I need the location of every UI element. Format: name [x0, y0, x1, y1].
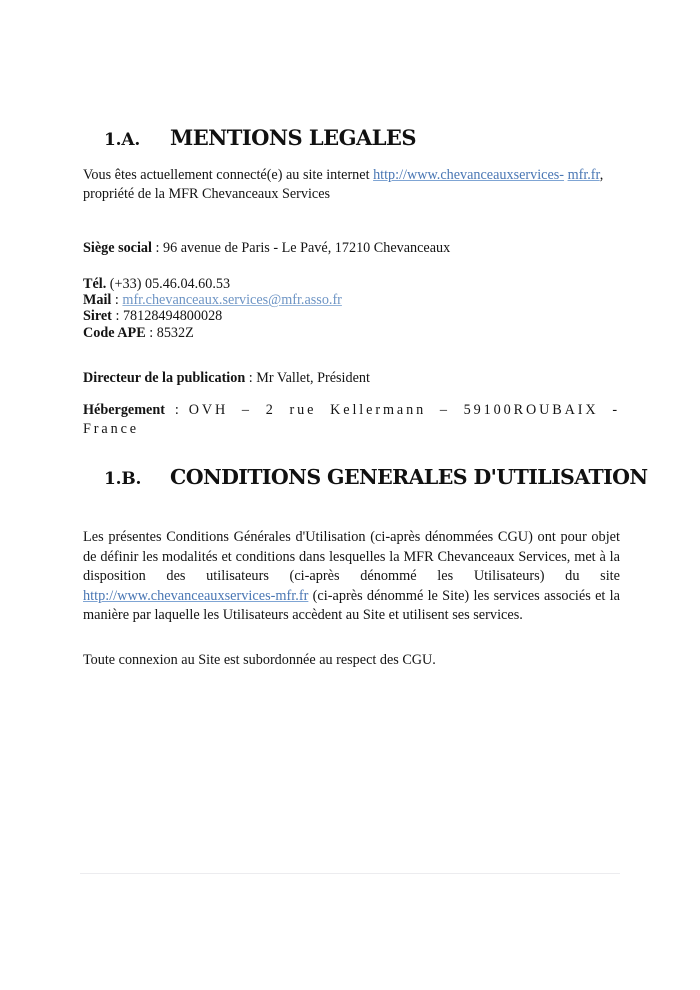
section-number: 1.B. — [104, 469, 142, 489]
cgu-text-before-link: Les présentes Conditions Générales d'Utilisation (ci-après dénommées CGU) ont pour objet de définir les modalités et conditions dans lesquelles la MFR Chevanceaux Services, met à la disposition des utilisateurs (ci-après dénommé les Utilisateurs) du site — [83, 529, 620, 585]
tel-value: (+33) 05.46.04.60.53 — [106, 276, 231, 292]
hebergement-value: OVH – 2 rue Kellermann – 59100ROUBAIX - France — [83, 402, 620, 437]
contact-block — [83, 276, 620, 341]
cgu-note-paragraph — [83, 651, 620, 670]
tel-line — [83, 276, 620, 292]
siege-social-label: Siège social — [83, 240, 152, 256]
cgu-note-text: Toute connexion au Site est subordonnée au respect des CGU. — [83, 652, 436, 668]
directeur-value: Mr Vallet, Président — [256, 370, 370, 386]
code-ape-label: Code APE — [83, 324, 146, 341]
mail-line — [83, 292, 620, 308]
section-title: CONDITIONS GENERALES D'UTILISATION — [170, 465, 648, 489]
section-heading-conditions-generales — [104, 465, 648, 489]
code-ape-value: 8532Z — [156, 324, 194, 341]
directeur-separator: : — [245, 370, 257, 386]
directeur-publication-line — [83, 369, 620, 388]
siret-line — [83, 308, 620, 324]
siege-social-separator: : — [151, 240, 164, 256]
site-url-link-suffix[interactable]: mfr.fr — [567, 167, 600, 183]
section-title: MENTIONS LEGALES — [170, 125, 416, 150]
code-ape-line — [83, 325, 620, 341]
footer-divider — [80, 873, 620, 874]
hebergement-line — [83, 401, 620, 438]
cgu-text-after-link: (ci-après dénommé le Site) les services associés et la manière par laquelle les Utilisateurs accèdent au Site et utilisent ses services. — [83, 587, 620, 624]
intro-lead-text: Vous êtes actuellement connecté(e) au site internet — [83, 167, 374, 183]
siege-social-line — [83, 239, 620, 258]
siege-social-value: 96 avenue de Paris - Le Pavé, 17210 Chevanceaux — [163, 240, 451, 256]
intro-paragraph — [83, 166, 620, 203]
hebergement-separator: : — [164, 402, 189, 418]
section-heading-mentions-legales — [104, 125, 624, 150]
mail-label: Mail — [83, 292, 112, 309]
email-link[interactable]: mfr.chevanceaux.services@mfr.asso.fr — [122, 292, 342, 309]
hebergement-label: Hébergement — [83, 402, 165, 418]
tel-label: Tél. — [83, 276, 107, 292]
cgu-paragraph — [83, 528, 620, 626]
code-ape-separator: : — [145, 324, 157, 341]
siret-label: Siret — [83, 308, 112, 325]
cgu-site-url-link[interactable]: http://www.chevanceauxservices-mfr.fr — [83, 587, 309, 604]
siret-separator: : — [111, 308, 123, 325]
directeur-label: Directeur de la publication — [83, 370, 246, 386]
siret-value: 78128494800028 — [122, 308, 223, 325]
mail-separator: : — [111, 292, 123, 309]
section-number: 1.A. — [104, 130, 141, 150]
site-url-link[interactable]: http://www.chevanceauxservices- — [373, 167, 565, 183]
intro-tail-text: , propriété de la MFR Chevanceaux Services — [83, 167, 604, 202]
